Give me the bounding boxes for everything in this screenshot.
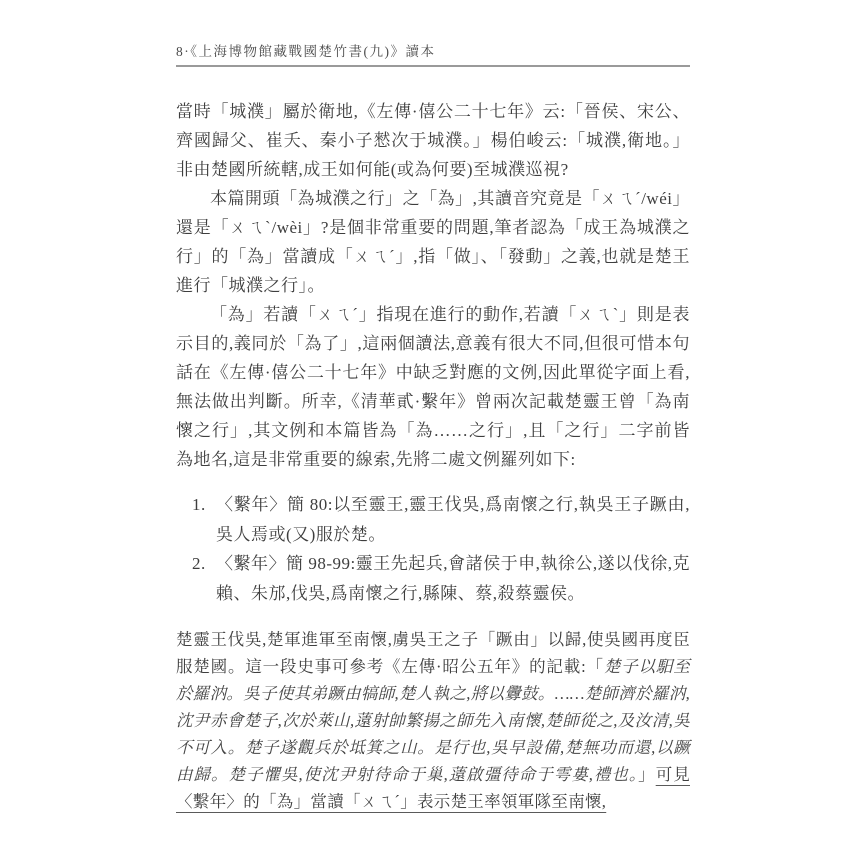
list-item (192, 549, 690, 608)
paragraph-chengpu-location: 當時「城濮」屬於衛地,《左傳·僖公二十七年》云:「晉侯、宋公、齊國歸父、崔夭、秦小子憖次于城濮。」楊伯峻云:「城濮,衛地。」非由楚國所統轄,成王如何能(或為何要)至城濮巡視? (176, 102, 690, 179)
zuozhuan-quotation: 楚子以馹至於羅汭。吳子使其弟蹶由犒師,楚人執之,將以釁鼓。……楚師濟於羅汭,沈尹赤會楚子,次於萊山,薳射帥繁揚之師先入南懷,楚師從之,及汝清,吳不可入。楚子遂觀兵於坻箕之山。是行也,吳早設備,楚無功而還,以蹶由歸。楚子懼吳,使沈尹射待命于巢,薳啟彊待命于雩婁,禮也。 (176, 657, 690, 784)
paragraph-wei-pronunciation: 本篇開頭「為城濮之行」之「為」,其讀音究竟是「ㄨㄟˊ/wéi」還是「ㄨㄟˋ/wèi」?是個非常重要的問題,筆者認為「成王為城濮之行」的「為」當讀成「ㄨㄟˊ」,指「做」、「發動」之義,也就是楚王進行「城濮之行」。 (176, 189, 690, 295)
list-item-text: 〈繫年〉簡 98-99:靈王先起兵,會諸侯于申,執徐公,遂以伐徐,克賴、朱邡,伐吳,爲南懷之行,縣陳、蔡,殺蔡靈侯。 (216, 554, 690, 603)
list-item-text: 〈繫年〉簡 80:以至靈王,靈王伐吳,爲南懷之行,執吳王子蹶由,吳人焉或(又)服於楚。 (216, 495, 690, 544)
list-item (192, 490, 690, 549)
running-header: 8·《上海博物館藏戰國楚竹書(九)》讀本 (176, 44, 436, 59)
list-item-number: 1. (192, 495, 206, 514)
paragraph-xinian-evidence: 「為」若讀「ㄨㄟˊ」指現在進行的動作,若讀「ㄨㄟˋ」則是表示目的,義同於「為了」,這兩個讀法,意義有很大不同,但很可惜本句話在《左傳·僖公二十七年》中缺乏對應的文例,因此單從字面上看,無法做出判斷。所幸,《清華貳·繫年》曾兩次記載楚靈王曾「為南懷之行」,其文例和本篇皆為「為……之行」,且「之行」二字前皆為地名,這是非常重要的線索,先將二處文例羅列如下: (176, 305, 690, 469)
quote-close-bracket: 」 (638, 765, 656, 784)
underlined-conclusion: 可見〈繫年〉的「為」當讀「ㄨㄟˊ」表示楚王率領軍隊至南懷, (176, 765, 690, 811)
excerpt-list (176, 490, 690, 608)
list-item-number: 2. (192, 554, 206, 573)
paragraph-zuozhuan-quote (176, 626, 690, 815)
closing-lead-text: 楚靈王伐吳,楚軍進軍至南懷,虜吳王之子「蹶由」以歸,使吳國再度臣服楚國。這一段史事可參考《左傳·昭公五年》的記載:「 (176, 630, 690, 676)
header-divider (176, 65, 690, 67)
